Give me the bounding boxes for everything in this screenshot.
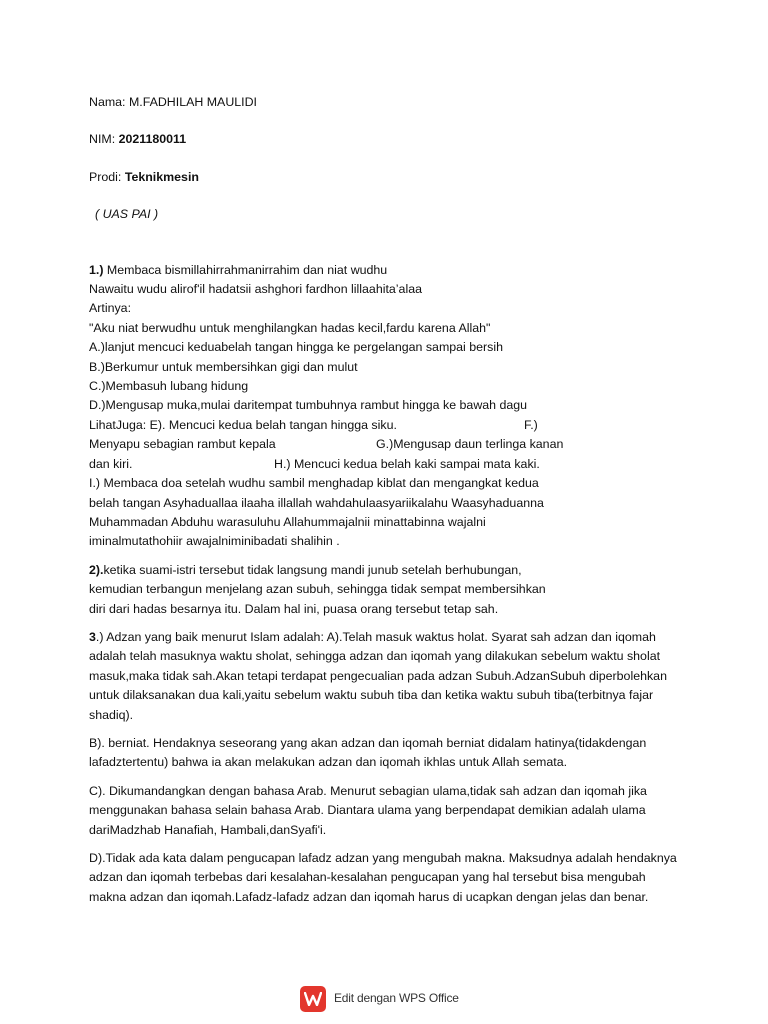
q3-d-line-1: adzan dan iqomah terbebas dari kesalahan-kesalahan pengucapan yang hal tersebut bisa mengubah [89,870,646,885]
q1-line-f-right: G.)Mengusap daun terlinga kanan [376,437,564,452]
nama-label: Nama: [89,95,129,109]
q3-text: .) Adzan yang baik menurut Islam adalah: A).Telah masuk waktus holat. Syarat sah adzan dan iqomah [95,629,656,644]
q3-b-line-1: lafadztertentu) bahwa ia akan melakukan adzan dan iqomah ikhlas untuk Allah semata. [89,755,568,770]
q1-line-4: A.)lanjut mencuci keduabelah tangan hingga ke pergelangan sampai bersih [89,340,503,355]
wps-w-glyph-icon [304,992,322,1006]
q2-line-0 [89,561,689,580]
q3-line-1: adalah telah masuknya waktu sholat, sehingga adzan dan iqomah yang dilakukan sebelum waktu sholat [89,649,661,664]
q1-tail-2: Muhammadan Abduhu warasuluhu Allahummajalnii minattabinna wajalni [89,514,486,529]
nim-value: 2021180011 [118,132,187,147]
q1-line-5: B.)Berkumur untuk membersihkan gigi dan mulut [89,359,358,374]
q1-number: 1.) [89,262,104,277]
q2-text: ketika suami-istri tersebut tidak langsung mandi junub setelah berhubungan, [103,562,522,577]
q3-line-3: untuk dilaksanakan dua kali,yaitu sebelum waktu subuh tiba dan ketika waktu subuh tiba(terbitnya fajar [89,688,654,703]
nim-line [89,130,689,149]
q1-line-3: "Aku niat berwudhu untuk menghilangkan hadas kecil,fardu karena Allah" [89,320,491,335]
q1-line-g-right: H.) Mencuci kedua belah kaki sampai mata kaki. [274,456,540,471]
q3-d-line-0: D).Tidak ada kata dalam pengucapan lafadz adzan yang mengubah makna. Maksudnya adalah hendaknya [89,851,677,865]
q3-b-line-0: B). berniat. Hendaknya seseorang yang akan adzan dan iqomah berniat didalam hatinya(tidakdengan [89,735,647,750]
wps-edit-label[interactable]: Edit dengan WPS Office [334,991,459,1006]
document-body [89,93,689,907]
q1-line-0 [89,261,689,280]
q1-line-e [89,416,689,435]
q3-d-line-2: makna adzan dan iqomah.Lafadz-lafadz adzan dan iqomah harus di ucapkan dengan jelas dan benar. [89,889,649,904]
q1-tail-0: I.) Membaca doa setelah wudhu sambil menghadap kiblat dan mengangkat kedua [89,476,539,491]
q1-line-1: Nawaitu wudu alirof'il hadatsii ashghori fardhon lillaahita’alaa [89,282,422,297]
q2-number: 2). [89,562,104,577]
q3-line-2: masuk,maka tidak sah.Akan tetapi terdapat pengecualian pada adzan Subuh.AdzanSubuh diperbolehkan [89,668,667,683]
q1-text: Membaca bismillahirrahmanirrahim dan niat wudhu [103,262,388,277]
q3-number: 3 [89,629,96,644]
q1-line-e-left: LihatJuga: E). Mencuci kedua belah tangan hingga siku. [89,417,397,432]
q3-c-line-0: C). Dikumandangkan dengan bahasa Arab. Menurut sebagian ulama,tidak sah adzan dan iqomah jika [89,783,647,798]
q1-line-f-left: Menyapu sebagian rambut kepala [89,437,276,452]
q1-tail-3: iminalmutathohiir awajalniminibadati shalihin . [89,534,340,549]
prodi-value: Teknikmesin [124,169,199,184]
q1-line-e-right: F.) [524,417,538,432]
prodi-line [89,168,689,187]
q1-line-2: Artinya: [89,301,132,316]
nama-value: M.FADHILAH MAULIDI [128,95,257,109]
q2-line-2: diri dari hadas besarnya itu. Dalam hal ini, puasa orang tersebut tetap sah. [89,601,499,616]
prodi-label: Prodi: [89,169,125,184]
q1-line-g [89,455,689,474]
q1-line-f [89,435,689,454]
nama-line [89,93,689,112]
q3-line-0 [89,628,689,647]
q3-c-line-1: menggunakan bahasa selain bahasa Arab. Diantara ulama yang berpendapat demikian adalah ulama [89,803,646,818]
wps-office-logo-icon [300,986,326,1012]
q1-line-g-left: dan kiri. [89,456,133,471]
q3-line-4: shadiq). [89,707,134,722]
q1-line-7: D.)Mengusap muka,mulai daritempat tumbuhnya rambut hingga ke bawah dagu [89,398,528,413]
nim-label: NIM: [89,132,119,147]
q3-c-line-2: dariMadzhab Hanafiah, Hambali,danSyafi'i. [89,822,327,837]
exam-title: ( UAS PAI ) [95,207,159,222]
wps-footer[interactable] [300,984,459,1014]
q1-tail-1: belah tangan Asyhaduallaa ilaaha illallah wahdahulaasyariikalahu Waasyhaduanna [89,495,544,510]
q2-line-1: kemudian terbangun menjelang azan subuh, sehingga tidak sempat membersihkan [89,582,546,597]
q1-line-6: C.)Membasuh lubang hidung [89,379,249,394]
